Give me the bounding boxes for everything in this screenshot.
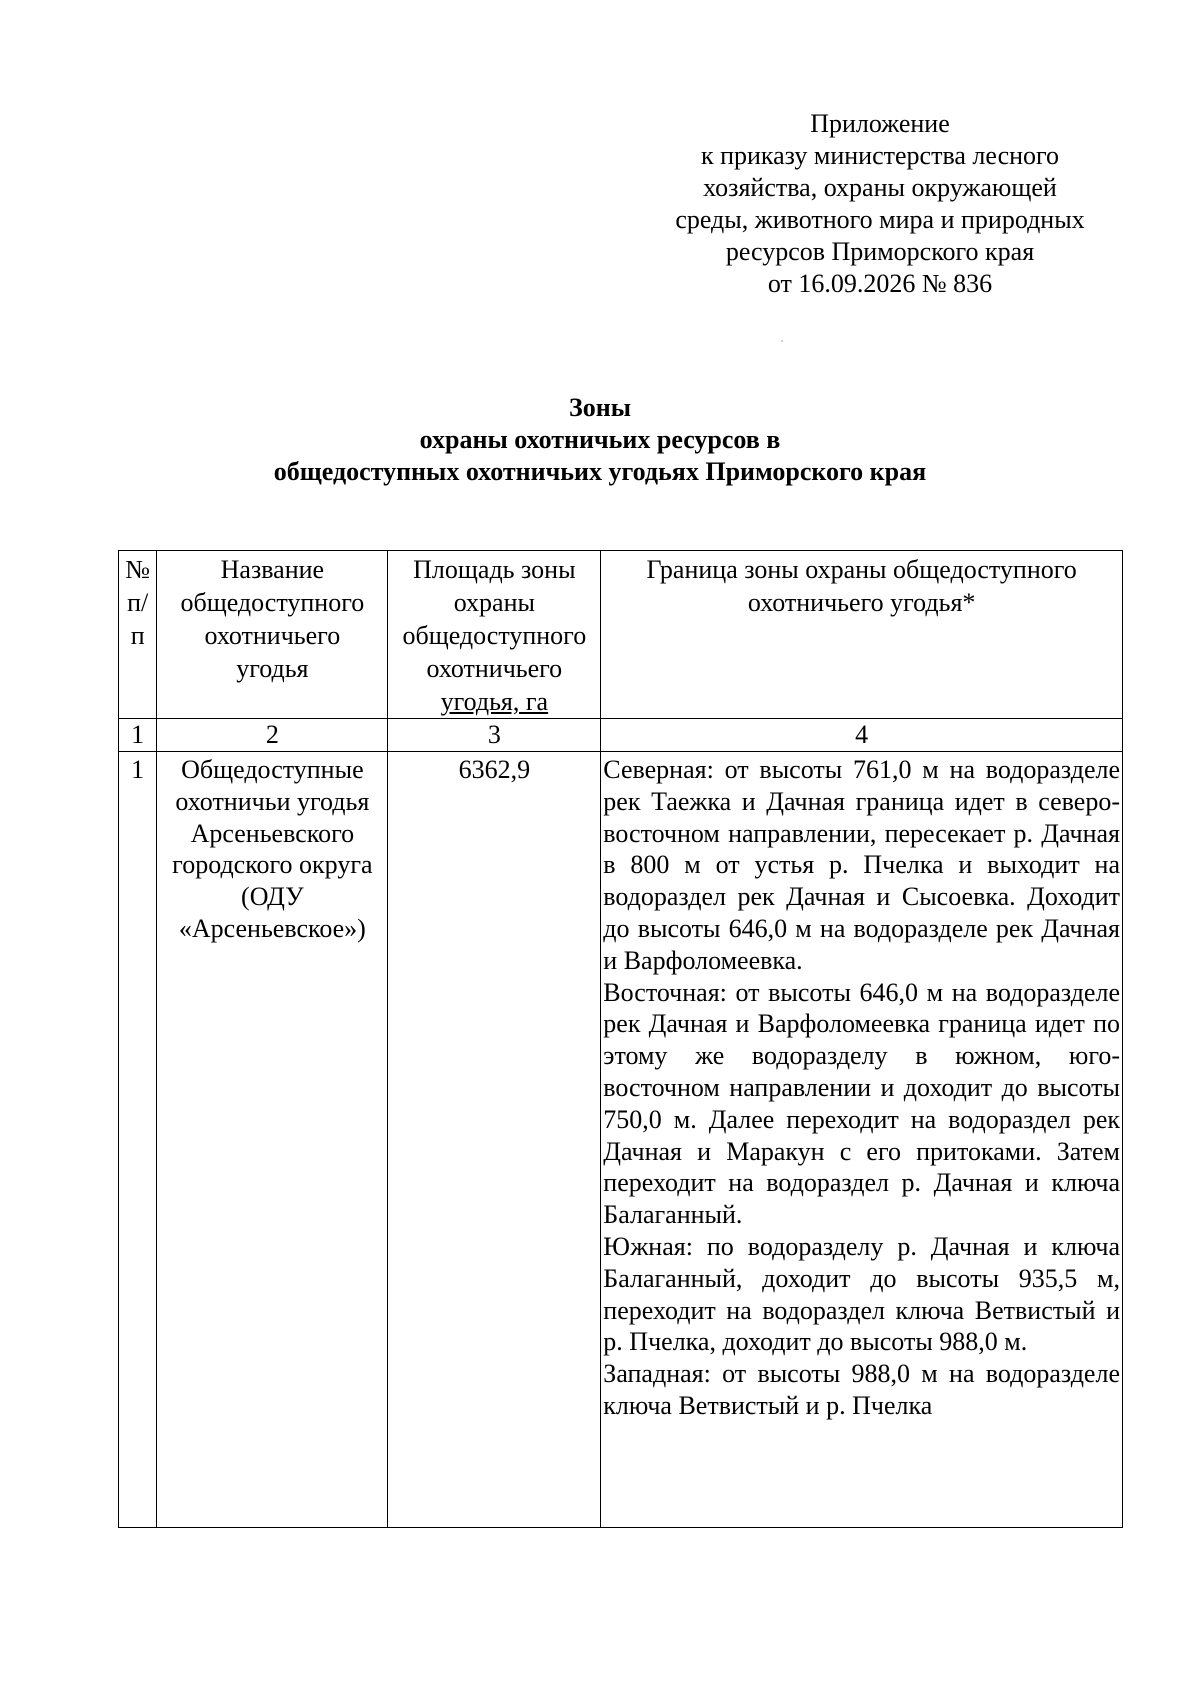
appendix-line: к приказу министерства лесного — [700, 141, 1060, 170]
header-line: угодья — [236, 654, 309, 683]
header-area — [388, 551, 601, 719]
column-number: 4 — [601, 719, 1123, 752]
name-line: городского округа — [172, 850, 373, 880]
appendix-line: хозяйства, охраны окружающей — [703, 173, 1057, 202]
row-boundary — [601, 752, 1123, 1528]
title-line: охраны охотничьих ресурсов в — [419, 425, 781, 454]
appendix-line: среды, животного мира и природных — [675, 205, 1085, 234]
header-line: общедоступного — [402, 621, 587, 650]
row-name — [157, 752, 388, 1528]
header-line: № — [125, 555, 151, 584]
document-title — [120, 392, 1080, 488]
column-number: 2 — [157, 719, 388, 752]
scan-speck — [781, 340, 783, 342]
header-row — [119, 551, 1123, 719]
appendix-header — [640, 108, 1120, 300]
header-line: охотничьего угодья* — [747, 588, 976, 617]
table-row — [119, 752, 1123, 1528]
header-line: угодья, га — [440, 687, 549, 716]
appendix-line: ресурсов Приморского края — [725, 237, 1035, 266]
header-line: Площадь зоны — [413, 555, 576, 584]
column-number: 1 — [119, 719, 157, 752]
column-number: 3 — [388, 719, 601, 752]
header-num — [119, 551, 157, 719]
header-boundary — [601, 551, 1123, 719]
column-number-row — [119, 719, 1123, 752]
name-line: охотничьи угодья — [175, 786, 370, 816]
row-area: 6362,9 — [388, 752, 601, 1528]
header-line: общедоступного — [180, 588, 365, 617]
name-line: Общедоступные — [181, 755, 364, 784]
title-line: Зоны — [568, 393, 631, 422]
header-line: п/п — [127, 588, 149, 650]
header-line: Название — [220, 555, 325, 584]
boundary-north: Северная: от высоты 761,0 м на водоразделе рек Таежка и Дачная граница идет в северо-восточном направлении, пересекает р. Дачная в 800 м от устья р. Пчелка и выходит на водораздел рек Дачная и Сысоевка. Доходит до высоты 646,0 м на водоразделе рек Дачная и Варфоломеевка. — [603, 755, 1120, 975]
boundary-west: Западная: от высоты 988,0 м на водоразделе ключа Ветвистый и р. Пчелка — [603, 1359, 1120, 1420]
header-line: охотничьего — [204, 621, 341, 650]
row-number: 1 — [119, 752, 157, 1528]
header-line: охраны — [453, 588, 535, 617]
name-line: «Арсеньевское») — [178, 913, 366, 943]
boundary-east: Восточная: от высоты 646,0 м на водоразделе рек Дачная и Варфоломеевка граница идет по этому же водоразделу в южном, юго-восточном направлении и доходит до высоты 750,0 м. Далее переходит на водораздел рек Дачная и Маракун с его притоками. Затем переходит на водораздел р. Дачная и ключа Балаганный. — [603, 977, 1120, 1230]
appendix-line: Приложение — [810, 109, 950, 138]
appendix-line: от 16.09.2026 № 836 — [767, 269, 993, 298]
header-name — [157, 551, 388, 719]
name-line: Арсеньевского — [190, 818, 355, 848]
boundary-south: Южная: по водоразделу р. Дачная и ключа Балаганный, доходит до высоты 935,5 м, переходит на водораздел ключа Ветвистый и р. Пчелка, доходит до высоты 988,0 м. — [603, 1231, 1120, 1357]
name-line: (ОДУ — [241, 882, 304, 912]
header-line: охотничьего — [426, 654, 563, 683]
header-line: Граница зоны охраны общедоступного — [646, 555, 1077, 584]
title-line: общедоступных охотничьих угодьях Приморского края — [273, 457, 927, 486]
zones-table — [118, 550, 1123, 1528]
